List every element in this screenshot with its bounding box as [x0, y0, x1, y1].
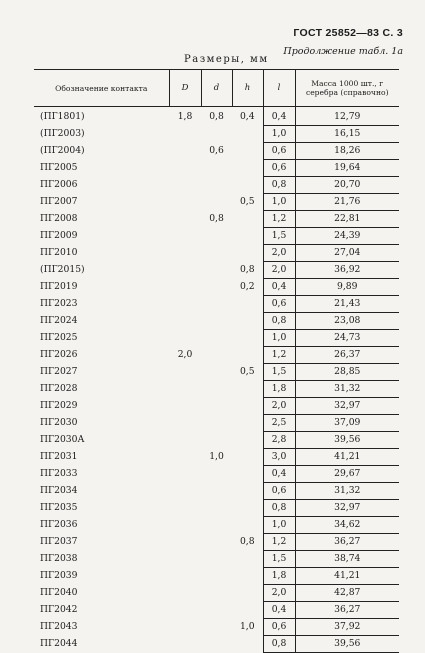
cell-d	[169, 534, 201, 551]
cell-d-small	[201, 126, 232, 143]
table-row	[34, 245, 399, 262]
cell-d	[169, 500, 201, 517]
cell-d-small	[201, 517, 232, 534]
cell-l: 0,8	[263, 313, 295, 330]
cell-d	[169, 211, 201, 228]
cell-h	[232, 415, 263, 432]
contact-designation: (ПГ2015)	[40, 264, 85, 276]
cell-mass: 41,21	[295, 449, 399, 466]
contact-designation: ПГ2038	[40, 553, 78, 565]
cell-l: 0,4	[263, 466, 295, 483]
table-row	[34, 415, 399, 432]
cell-mass: 36,92	[295, 262, 399, 279]
cell-d: 1,8	[177, 111, 193, 123]
cell-h	[232, 466, 263, 483]
table-row	[34, 551, 399, 568]
cell-l: 1,5	[263, 228, 295, 245]
cell-mass: 36,27	[295, 534, 399, 551]
cell-h	[232, 551, 263, 568]
cell-d	[169, 143, 201, 160]
cell-l: 2,0	[263, 262, 295, 279]
cell-mass: 39,56	[295, 432, 399, 449]
cell-h: 0,5	[239, 366, 255, 378]
cell-d	[169, 228, 201, 245]
cell-mass: 41,21	[295, 568, 399, 585]
cell-d	[169, 160, 201, 177]
table-row	[34, 160, 399, 177]
cell-d	[169, 517, 201, 534]
contact-designation: ПГ2024	[40, 315, 78, 327]
cell-h	[232, 347, 263, 364]
contact-designation: ПГ2035	[40, 502, 78, 514]
table-row	[34, 347, 399, 364]
cell-h: 0,8	[239, 264, 255, 276]
cell-l: 0,6	[263, 619, 295, 636]
cell-mass: 31,32	[295, 381, 399, 398]
cell-mass: 31,32	[295, 483, 399, 500]
contacts-table	[34, 69, 399, 653]
cell-h	[232, 517, 263, 534]
cell-l: 0,4	[263, 107, 295, 126]
cell-d-small	[201, 177, 232, 194]
standard-header: ГОСТ 25852—83 С. 3	[293, 27, 403, 39]
contact-designation: ПГ2006	[40, 179, 78, 191]
cell-l: 1,2	[263, 211, 295, 228]
cell-d	[169, 381, 201, 398]
cell-h	[232, 398, 263, 415]
cell-d	[169, 415, 201, 432]
cell-h	[232, 330, 263, 347]
contact-designation: ПГ2033	[40, 468, 78, 480]
cell-mass: 36,27	[295, 602, 399, 619]
cell-h	[232, 177, 263, 194]
table-row	[34, 194, 399, 211]
cell-l: 1,5	[263, 551, 295, 568]
cell-mass: 32,97	[295, 398, 399, 415]
cell-d	[169, 398, 201, 415]
contact-designation: ПГ2029	[40, 400, 78, 412]
cell-d	[169, 279, 201, 296]
col-header-D: D	[169, 70, 201, 107]
table-row	[34, 381, 399, 398]
table-row	[34, 177, 399, 194]
cell-h	[232, 636, 263, 653]
cell-h: 0,8	[239, 536, 255, 548]
table-row	[34, 330, 399, 347]
cell-h	[232, 381, 263, 398]
contact-designation: ПГ2031	[40, 451, 78, 463]
cell-h: 0,4	[239, 111, 255, 123]
cell-h	[232, 432, 263, 449]
table-row	[34, 466, 399, 483]
cell-h	[232, 228, 263, 245]
cell-d-small	[201, 500, 232, 517]
col-header-mass: Масса 1000 шт., г серебра (справочно)	[295, 70, 399, 107]
cell-mass: 24,73	[295, 330, 399, 347]
cell-d	[169, 449, 201, 466]
cell-d	[169, 126, 201, 143]
contact-designation: ПГ2028	[40, 383, 78, 395]
cell-mass: 29,67	[295, 466, 399, 483]
cell-d-small	[201, 483, 232, 500]
col-header-h: h	[232, 70, 263, 107]
cell-d-small	[201, 432, 232, 449]
cell-mass: 21,76	[295, 194, 399, 211]
cell-l: 0,4	[263, 279, 295, 296]
table-row	[34, 143, 399, 160]
table-row	[34, 107, 399, 126]
cell-l: 1,2	[263, 534, 295, 551]
contact-designation: ПГ2008	[40, 213, 78, 225]
table-row	[34, 313, 399, 330]
cell-mass: 42,87	[295, 585, 399, 602]
cell-d-small	[201, 279, 232, 296]
table-row	[34, 585, 399, 602]
cell-l: 0,6	[263, 160, 295, 177]
cell-h: 0,2	[239, 281, 255, 293]
cell-mass: 34,62	[295, 517, 399, 534]
cell-mass: 18,26	[295, 143, 399, 160]
cell-mass: 19,64	[295, 160, 399, 177]
cell-d	[169, 313, 201, 330]
cell-mass: 24,39	[295, 228, 399, 245]
contact-designation: ПГ2005	[40, 162, 78, 174]
cell-d	[169, 483, 201, 500]
cell-mass: 39,56	[295, 636, 399, 653]
cell-d-small	[201, 228, 232, 245]
cell-d-small: 0,8	[209, 111, 224, 123]
contact-designation: ПГ2027	[40, 366, 78, 378]
table-row	[34, 279, 399, 296]
cell-d-small	[201, 160, 232, 177]
contact-designation: ПГ2030	[40, 417, 78, 429]
cell-l: 0,6	[263, 143, 295, 160]
contact-designation: (ПГ2003)	[40, 128, 85, 140]
cell-d	[169, 602, 201, 619]
table-row	[34, 534, 399, 551]
cell-l: 1,0	[263, 330, 295, 347]
contact-designation: ПГ2030А	[40, 434, 85, 446]
cell-h	[232, 313, 263, 330]
cell-l: 2,5	[263, 415, 295, 432]
cell-l: 0,8	[263, 500, 295, 517]
table-row	[34, 449, 399, 466]
cell-h	[232, 568, 263, 585]
cell-mass: 26,37	[295, 347, 399, 364]
cell-l: 2,0	[263, 245, 295, 262]
cell-l: 1,2	[263, 347, 295, 364]
contact-designation: ПГ2042	[40, 604, 78, 616]
table-row	[34, 296, 399, 313]
table-row	[34, 636, 399, 653]
cell-d	[169, 585, 201, 602]
cell-d	[169, 551, 201, 568]
cell-d	[169, 262, 201, 279]
contact-designation: ПГ2039	[40, 570, 78, 582]
cell-d-small	[201, 602, 232, 619]
cell-d-small: 1,0	[209, 451, 224, 463]
cell-d-small	[201, 245, 232, 262]
cell-d-small	[201, 330, 232, 347]
cell-d-small	[201, 534, 232, 551]
cell-h	[232, 245, 263, 262]
table-row	[34, 211, 399, 228]
cell-l: 2,8	[263, 432, 295, 449]
cell-d	[169, 636, 201, 653]
contact-designation: ПГ2026	[40, 349, 78, 361]
cell-l: 1,8	[263, 568, 295, 585]
cell-h	[232, 126, 263, 143]
cell-l: 2,0	[263, 585, 295, 602]
cell-mass: 12,79	[295, 107, 399, 126]
cell-d-small	[201, 313, 232, 330]
cell-mass: 32,97	[295, 500, 399, 517]
table-row	[34, 432, 399, 449]
cell-mass: 21,43	[295, 296, 399, 313]
cell-l: 1,5	[263, 364, 295, 381]
cell-mass: 37,92	[295, 619, 399, 636]
table-row	[34, 126, 399, 143]
contact-designation: ПГ2010	[40, 247, 78, 259]
cell-d-small	[201, 568, 232, 585]
table-header-row	[34, 70, 399, 107]
cell-l: 0,6	[263, 483, 295, 500]
contact-designation: ПГ2044	[40, 638, 78, 650]
cell-d-small	[201, 585, 232, 602]
cell-d-small	[201, 466, 232, 483]
cell-d	[169, 466, 201, 483]
cell-d	[169, 568, 201, 585]
cell-h: 0,5	[239, 196, 255, 208]
cell-mass: 22,81	[295, 211, 399, 228]
cell-d	[169, 296, 201, 313]
cell-mass: 23,08	[295, 313, 399, 330]
cell-l: 0,8	[263, 177, 295, 194]
contact-designation: (ПГ2004)	[40, 145, 85, 157]
cell-h	[232, 500, 263, 517]
cell-l: 1,8	[263, 381, 295, 398]
table-row	[34, 398, 399, 415]
cell-l: 1,0	[263, 194, 295, 211]
table-row	[34, 517, 399, 534]
cell-mass: 9,89	[295, 279, 399, 296]
cell-mass: 28,85	[295, 364, 399, 381]
dimensions-title: Размеры, мм	[184, 54, 269, 65]
cell-h	[232, 449, 263, 466]
cell-h	[232, 160, 263, 177]
contact-designation: ПГ2025	[40, 332, 78, 344]
cell-l: 1,0	[263, 517, 295, 534]
cell-d-small	[201, 364, 232, 381]
cell-l: 2,0	[263, 398, 295, 415]
cell-mass: 27,04	[295, 245, 399, 262]
cell-h: 1,0	[239, 621, 255, 633]
cell-d-small	[201, 551, 232, 568]
cell-h	[232, 211, 263, 228]
cell-mass: 16,15	[295, 126, 399, 143]
cell-d	[169, 330, 201, 347]
contact-designation: (ПГ1801)	[40, 111, 85, 123]
contact-designation: ПГ2034	[40, 485, 78, 497]
cell-d-small: 0,6	[209, 145, 224, 157]
cell-d-small: 0,8	[209, 213, 224, 225]
cell-d	[169, 177, 201, 194]
cell-l: 3,0	[263, 449, 295, 466]
cell-d	[169, 364, 201, 381]
table-row	[34, 500, 399, 517]
contact-designation: ПГ2019	[40, 281, 78, 293]
cell-l: 0,8	[263, 636, 295, 653]
cell-d-small	[201, 398, 232, 415]
cell-d-small	[201, 194, 232, 211]
table-row	[34, 602, 399, 619]
cell-h	[232, 483, 263, 500]
contact-designation: ПГ2037	[40, 536, 78, 548]
cell-h	[232, 602, 263, 619]
cell-d-small	[201, 347, 232, 364]
cell-d-small	[201, 636, 232, 653]
col-header-name: Обозначение контакта	[34, 70, 169, 107]
cell-d	[169, 432, 201, 449]
cell-h	[232, 585, 263, 602]
cell-h	[232, 143, 263, 160]
col-header-l: l	[263, 70, 295, 107]
cell-mass: 37,09	[295, 415, 399, 432]
cell-d-small	[201, 296, 232, 313]
table-continuation-label: Продолжение табл. 1а	[283, 46, 403, 57]
cell-d	[169, 245, 201, 262]
table-row	[34, 228, 399, 245]
cell-d: 2,0	[177, 349, 193, 361]
table-body	[34, 107, 399, 653]
cell-l: 0,4	[263, 602, 295, 619]
contact-designation: ПГ2009	[40, 230, 78, 242]
contact-designation: ПГ2040	[40, 587, 78, 599]
col-header-d: d	[201, 70, 232, 107]
cell-mass: 20,70	[295, 177, 399, 194]
contact-designation: ПГ2036	[40, 519, 78, 531]
contact-designation: ПГ2023	[40, 298, 78, 310]
cell-d	[169, 194, 201, 211]
table-row	[34, 262, 399, 279]
contact-designation: ПГ2007	[40, 196, 78, 208]
cell-d-small	[201, 381, 232, 398]
table-row	[34, 483, 399, 500]
cell-d-small	[201, 262, 232, 279]
cell-h	[232, 296, 263, 313]
cell-d-small	[201, 415, 232, 432]
contact-designation: ПГ2043	[40, 621, 78, 633]
table-row	[34, 568, 399, 585]
cell-l: 0,6	[263, 296, 295, 313]
cell-mass: 38,74	[295, 551, 399, 568]
cell-l: 1,0	[263, 126, 295, 143]
table-row	[34, 364, 399, 381]
